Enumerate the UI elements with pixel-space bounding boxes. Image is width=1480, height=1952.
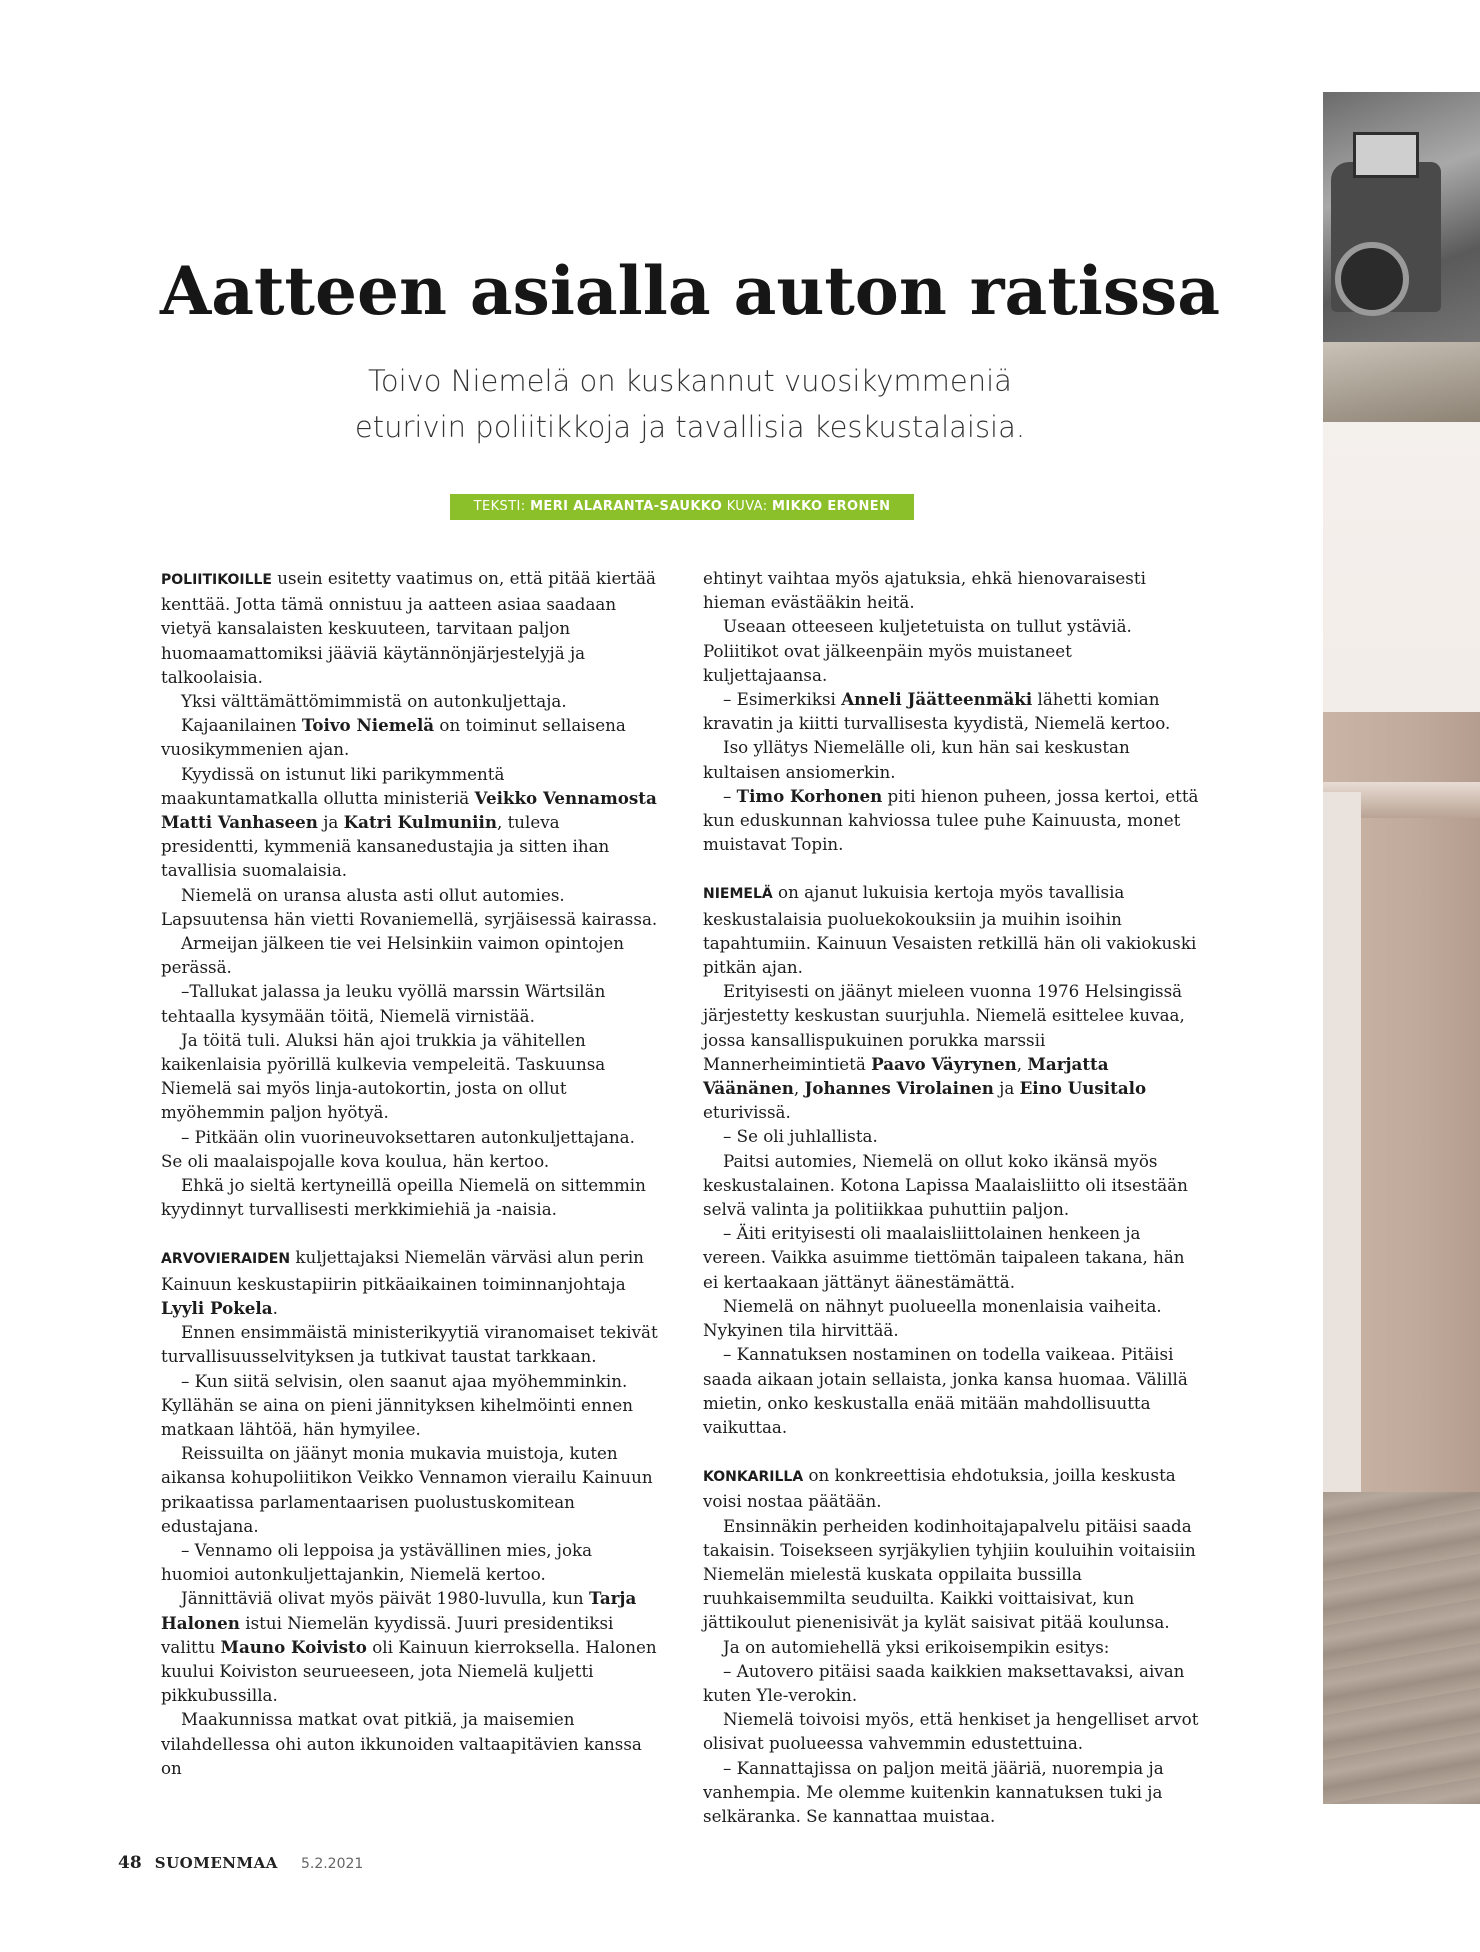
paragraph: Ja töitä tuli. Aluksi hän ajoi trukkia ja vähitellen kaikenlaisia pyörillä kulkevia vempeleitä. Taskuunsa Niemelä sai myös linja-autokortin, josta on ollut myöhemmin paljon hyötyä.: [161, 1029, 606, 1123]
person-name: Timo Korhonen: [736, 785, 883, 806]
person-name: Tarja Halonen: [161, 1588, 637, 1633]
magazine-name: SUOMENMAA: [154, 1854, 278, 1872]
person-name: Johannes Virolainen: [804, 1078, 994, 1099]
issue-date: 5.2.2021: [300, 1856, 364, 1872]
paragraph: – Pitkään olin vuorineuvoksettaren autonkuljettajana. Se oli maalaispojalle kova koulua, hän kertoo.: [161, 1126, 635, 1171]
article-column-right: [703, 566, 1201, 1828]
paragraph: ehtinyt vaihtaa myös ajatuksia, ehkä hienovaraisesti hieman evästääkin heitä.: [703, 568, 1146, 613]
section-kicker: POLIITIKOILLE: [161, 572, 272, 588]
photo-floor: [1323, 1492, 1480, 1804]
photo-wall-edge: [1323, 792, 1361, 1492]
paragraph: [703, 1463, 1201, 1513]
paragraph: [161, 713, 659, 761]
paragraph: [703, 784, 1201, 857]
paragraph: – Kannatuksen nostaminen on todella vaikeaa. Pitäisi saada aikaan jotain sellaista, jonka kansa huomaa. Välillä mietin, onko keskustalla enää mitään mahdollisuutta vaikuttaa.: [703, 1344, 1188, 1437]
paragraph: Paitsi automies, Niemelä on ollut koko ikänsä myös keskustalainen. Kotona Lapissa Maalaisliitto oli itsestään selvä valinta ja politiikkaa puhuttiin paljon.: [703, 1150, 1188, 1220]
paragraph: – Äiti erityisesti oli maalaisliittolainen henkeen ja vereen. Vaikka asuimme tiettömän taipaleen takana, hän ei kertaakaan jättänyt äänestämättä.: [703, 1223, 1185, 1292]
paragraph: [703, 979, 1201, 1124]
paragraph-text: usein esitetty vaatimus on, että pitää kiertää kenttää. Jotta tämä onnistuu ja aatteen asiaa saadaan vietyä kansalaisten keskuuteen, tarvitaan paljon huomaamattomiksi jääviä käytännönjärjestelyjä ja talkoolaisia.: [161, 568, 656, 687]
person-name: Mauno Koivisto: [220, 1636, 367, 1657]
photo-old-bus-print: [1323, 92, 1480, 422]
paragraph: [161, 1245, 659, 1320]
section-kicker: ARVOVIERAIDEN: [161, 1251, 291, 1268]
paragraph: – Se oli juhlallista.: [723, 1126, 878, 1147]
photo-bus-wheel: [1335, 242, 1409, 316]
paragraph: Iso yllätys Niemelälle oli, kun hän sai keskustan kultaisen ansiomerkin.: [703, 737, 1130, 782]
article-photo: [1323, 92, 1480, 1804]
paragraph: [703, 687, 1201, 735]
paragraph-text: – Esimerkiksi: [723, 689, 842, 710]
person-name: Anneli Jäätteenmäki: [841, 689, 1033, 710]
lede-line: eturivin poliitikkoja ja tavallisia keskustalaisia.: [354, 410, 1026, 444]
paragraph: – Autovero pitäisi saada kaikkien maksettavaksi, aivan kuten Yle-verokin.: [703, 1660, 1185, 1705]
paragraph: Useaan otteeseen kuljetetuista on tullut ystäviä. Poliitikot ovat jälkeenpäin myös muistaneet kuljettajaansa.: [703, 616, 1132, 685]
paragraph-text: eturivissä.: [703, 1102, 791, 1123]
paragraph-text: piti hienon puheen, jossa kertoi, että kun eduskunnan kahviossa tulee puhe Kainuusta, monet muistavat Topin.: [703, 785, 1199, 855]
paragraph: Armeijan jälkeen tie vei Helsinkiin vaimon opintojen perässä.: [161, 933, 625, 978]
paragraph: Ehkä jo sieltä kertyneillä opeilla Niemelä on sittemmin kyydinnyt turvallisesti merkkimiehiä ja -naisia.: [161, 1175, 646, 1220]
paragraph-text: on ajanut lukuisia kertoja myös tavallisia keskustalaisia puoluekokouksiin ja muihin isoihin tapahtumiin. Kainuun Vesaisten retkillä hän oli vakiokuski pitkän ajan.: [703, 882, 1197, 978]
person-name: Eino Uusitalo: [1019, 1078, 1147, 1099]
paragraph: Maakunnissa matkat ovat pitkiä, ja maisemien vilahdellessa ohi auton ikkunoiden valtaapitävien kanssa on: [161, 1709, 642, 1778]
credits-bar: [450, 494, 914, 520]
photo-print-ground: [1323, 342, 1480, 422]
paragraph: [161, 566, 659, 689]
article-lede: [280, 358, 1100, 450]
paragraph: Niemelä on nähnyt puolueella monenlaisia vaiheita. Nykyinen tila hirvittää.: [703, 1295, 1162, 1341]
paragraph: [161, 1586, 659, 1707]
paragraph-text: lähetti komian kravatin ja kiitti turvallisesta kyydistä, Niemelä kertoo.: [703, 689, 1171, 734]
page-number: 48: [118, 1853, 142, 1873]
paragraph: – Kannattajissa on paljon meitä jääriä, nuorempia ja vanhempia. Me olemme kuitenkin kannatuksen tuki ja selkäranka. Se kannattaa muistaa.: [703, 1757, 1164, 1826]
credits-text-label: TEKSTI:: [473, 499, 526, 514]
paragraph: Niemelä toivoisi myös, että henkiset ja hengelliset arvot olisivat puolueessa vahvemmin edustettuina.: [703, 1709, 1199, 1754]
paragraph-text: ja: [317, 812, 344, 833]
person-name: Marjatta Väänänen: [703, 1053, 1109, 1099]
paragraph-text: ,: [1016, 1053, 1028, 1074]
paragraph-text: Jännittäviä olivat myös päivät 1980-luvulla, kun: [181, 1588, 589, 1609]
paragraph: Ja on automiehellä yksi erikoisempikin esitys:: [723, 1636, 1110, 1657]
section-kicker: NIEMELÄ: [703, 886, 773, 903]
paragraph-text: istui Niemelän kyydissä. Juuri presidentiksi valittu: [161, 1612, 614, 1657]
paragraph-text: kuljettajaksi Niemelän värväsi alun perin Kainuun keskustapiirin pitkäaikainen toiminnanjohtaja: [161, 1247, 644, 1294]
paragraph-text: ja: [993, 1078, 1020, 1099]
page-footer: [118, 1853, 363, 1879]
paragraph: – Kun siitä selvisin, olen saanut ajaa myöhemminkin. Kyllähän se aina on pieni jännityksen kihelmöinti ennen matkaan lähtöä, hän hymyilee.: [161, 1370, 634, 1439]
article-headline: Aatteen asialla auton ratissa: [160, 252, 1220, 330]
credits-photo-author: MIKKO ERONEN: [772, 499, 891, 514]
paragraph-text: ,: [793, 1078, 805, 1099]
paragraph-text: on konkreettisia ehdotuksia, joilla keskusta voisi nostaa päätään.: [703, 1465, 1176, 1512]
paragraph-text: Kyydissä on istunut liki parikymmentä maakuntamatkalla ollutta ministeriä: [161, 763, 505, 808]
paragraph-text: , tuleva presidentti, kymmeniä kansanedustajia ja sitten ihan tavallisia suomalaisia.: [161, 812, 610, 881]
paragraph: – Vennamo oli leppoisa ja ystävällinen mies, joka huomioi autonkuljettajankin, Niemelä kertoo.: [161, 1539, 593, 1585]
person-name: Veikko Vennamosta Matti Vanhaseen: [161, 787, 657, 833]
person-name: Lyyli Pokela: [161, 1297, 273, 1318]
paragraph: Reissuilta on jäänyt monia mukavia muistoja, kuten aikansa kohupoliitikon Veikko Vennamon vierailu Kainuun prikaatissa parlamentaarisen puolustuskomitean edustajana.: [161, 1443, 653, 1536]
paragraph-text: .: [272, 1297, 278, 1318]
paragraph: Ennen ensimmäistä ministerikyytiä viranomaiset tekivät turvallisuusselvityksen ja tutkivat taustat tarkkaan.: [161, 1322, 658, 1367]
paragraph-text: Kajaanilainen: [181, 715, 302, 736]
article-column-left: [161, 566, 659, 1780]
person-name: Paavo Väyrynen: [871, 1053, 1017, 1074]
paragraph-text: –: [723, 785, 737, 806]
paragraph: [161, 762, 659, 883]
person-name: Katri Kulmuniin: [343, 812, 497, 833]
credits-text-author: MERI ALARANTA-SAUKKO: [530, 499, 723, 514]
paragraph: –Tallukat jalassa ja leuku vyöllä marssin Wärtsilän tehtaalla kysymään töitä, Niemelä virnistää.: [161, 981, 606, 1026]
paragraph-text: Erityisesti on jäänyt mieleen vuonna 1976 Helsingissä järjestetty keskustan suurjuhla. Niemelä esittelee kuvaa, jossa kansallispukuinen porukka marssii Mannerheimintietä: [703, 981, 1185, 1074]
lede-line: Toivo Niemelä on kuskannut vuosikymmeniä: [368, 364, 1012, 398]
credits-photo-label: KUVA:: [726, 499, 768, 514]
paragraph: [703, 880, 1201, 979]
section-kicker: KONKARILLA: [703, 1469, 804, 1486]
paragraph-text: on toiminut sellaisena vuosikymmenien ajan.: [161, 715, 626, 760]
person-name: Toivo Niemelä: [301, 715, 435, 736]
photo-bus-window: [1353, 132, 1419, 178]
paragraph: Yksi välttämättömimmistä on autonkuljettaja.: [181, 691, 567, 712]
paragraph-text: oli Kainuun kierroksella. Halonen kuului Koiviston seurueeseen, jota Niemelä kuljetti pikkubussilla.: [161, 1636, 657, 1706]
paragraph: Ensinnäkin perheiden kodinhoitajapalvelu pitäisi saada takaisin. Toisekseen syrjäkylien tyhjiin kouluihin voitaisiin Niemelän mielestä kuskata oppilaita bussilla ruuhkaisemmilta seuduilta. Kaikki voittaisivat, kun jättikoulut pienenisivät ja kylät saisivat pitää koulunsa.: [703, 1515, 1196, 1633]
paragraph: Niemelä on uransa alusta asti ollut automies. Lapsuutensa hän vietti Rovaniemellä, syrjäisessä kairassa.: [161, 884, 658, 929]
